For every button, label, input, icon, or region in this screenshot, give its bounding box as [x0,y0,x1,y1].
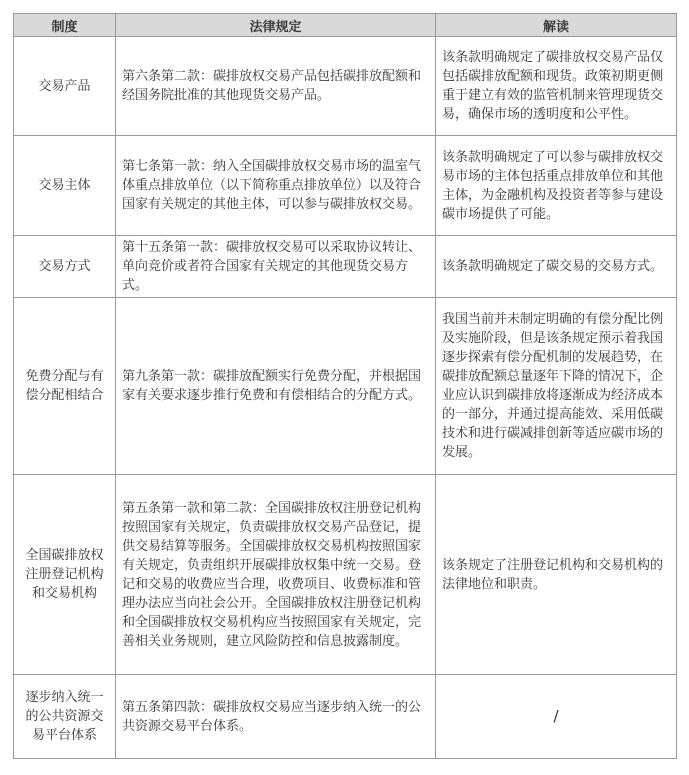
interpretation-cell: 该条款明确规定了碳排放权交易产品仅包括碳排放配额和现货。政策初期更侧重于建立有效的监管机制来管理现货交易，确保市场的透明度和公平性。 [436,37,677,136]
interpretation-cell: 我国当前并未制定明确的有偿分配比例及实施阶段，但是该条规定预示着我国逐步探索有偿分配机制的发展趋势，在碳排放配额总量逐年下降的情况下，企业应认识到碳排放将逐渐成为经济成本的一部分，并通过提高能效、采用低碳技术和进行碳减排创新等适应碳市场的发展。 [436,298,677,475]
system-cell: 全国碳排放权注册登记机构和交易机构 [14,475,116,675]
law-cell: 第六条第二款：碳排放权交易产品包括碳排放配额和经国务院批准的其他现货交易产品。 [116,37,436,136]
law-cell: 第十五条第一款：碳排放权交易可以采取协议转让、单向竞价或者符合国家有关规定的其他现货交易方式。 [116,236,436,298]
table-header-row [14,14,677,37]
header-interpretation: 解读 [436,14,677,37]
interpretation-cell: / [436,675,677,759]
interpretation-cell: 该条款明确规定了可以参与碳排放权交易市场的主体包括重点排放单位和其他主体，为金融机构及投资者等参与建设碳市场提供了可能。 [436,136,677,236]
table-row [14,298,677,475]
law-cell: 第七条第一款：纳入全国碳排放权交易市场的温室气体重点排放单位（以下简称重点排放单位）以及符合国家有关规定的其他主体，可以参与碳排放权交易。 [116,136,436,236]
table-row [14,236,677,298]
system-cell: 免费分配与有偿分配相结合 [14,298,116,475]
table-row [14,37,677,136]
interpretation-cell: 该条规定了注册登记机构和交易机构的法律地位和职责。 [436,475,677,675]
table-row [14,136,677,236]
regulation-table-container [13,13,677,759]
header-law: 法律规定 [116,14,436,37]
interpretation-cell: 该条款明确规定了碳交易的交易方式。 [436,236,677,298]
law-cell: 第五条第一款和第二款：全国碳排放权注册登记机构按照国家有关规定，负责碳排放权交易产品登记，提供交易结算等服务。全国碳排放权交易机构按照国家有关规定，负责组织开展碳排放权集中统一交易。登记和交易的收费应当合理，收费项目、收费标准和管理办法应当向社会公开。全国碳排放权注册登记机构和全国碳排放权交易机构应当按照国家有关规定，完善相关业务规则，建立风险防控和信息披露制度。 [116,475,436,675]
table-row [14,475,677,675]
system-cell: 交易产品 [14,37,116,136]
header-system: 制度 [14,14,116,37]
regulation-table [13,13,677,759]
system-cell: 交易方式 [14,236,116,298]
system-cell: 交易主体 [14,136,116,236]
law-cell: 第五条第四款：碳排放权交易应当逐步纳入统一的公共资源交易平台体系。 [116,675,436,759]
system-cell: 逐步纳入统一的公共资源交易平台体系 [14,675,116,759]
table-row [14,675,677,759]
law-cell: 第九条第一款：碳排放配额实行免费分配，并根据国家有关要求逐步推行免费和有偿相结合的分配方式。 [116,298,436,475]
